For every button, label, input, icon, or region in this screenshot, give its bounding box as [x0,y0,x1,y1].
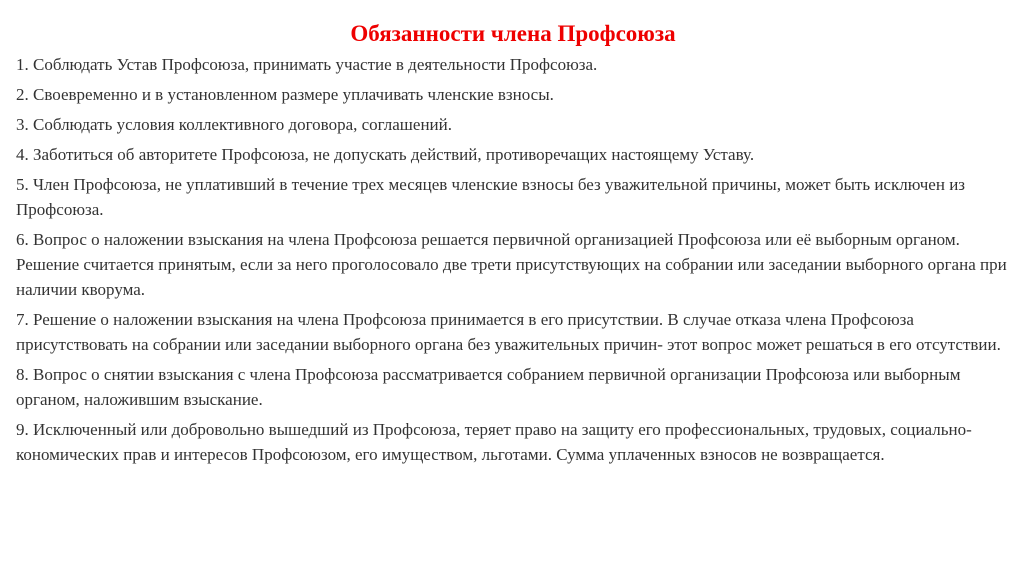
duty-item-2: 2. Своевременно и в установленном размере уплачивать членские взносы. [16,85,554,104]
page-title: Обязанности члена Профсоюза [350,21,676,46]
duty-item-5: 5. Член Профсоюза, не уплативший в течение трех месяцев членские взносы без уважительной причины, может быть исключен из Профсоюза. [16,175,966,219]
duty-item-6: 6. Вопрос о наложении взыскания на члена Профсоюза решается первичной организацией Профсоюза или её выборным органом. Решение считается принятым, если за него проголосовало две трети присутствующих на собрании или заседании выборного органа при наличии кворума. [16,230,1007,299]
duties-list [16,52,1010,467]
duty-item-1: 1. Соблюдать Устав Профсоюза, принимать участие в деятельности Профсоюза. [16,55,598,74]
duty-item-4: 4. Заботиться об авторитете Профсоюза, не допускать действий, противоречащих настоящему Уставу. [16,145,755,164]
duty-item-7: 7. Решение о наложении взыскания на члена Профсоюза принимается в его присутствии. В случае отказа члена Профсоюза присутствовать на собрании или заседании выборного органа без уважительных причин- этот вопрос может решаться в его отсутствии. [16,310,1001,354]
document-page [16,20,1010,472]
duty-item-8: 8. Вопрос о снятии взыскания с члена Профсоюза рассматривается собранием первичной организации Профсоюза или выборным органом, наложившим взыскание. [16,365,961,409]
duty-item-9: 9. Исключенный или добровольно вышедший из Профсоюза, теряет право на защиту его профессиональных, трудовых, социально-кономических прав и интересов Профсоюзом, его имуществом, льготами. Сумма уплаченных взносов не возвращается. [16,420,972,464]
duty-item-3: 3. Соблюдать условия коллективного договора, соглашений. [16,115,452,134]
